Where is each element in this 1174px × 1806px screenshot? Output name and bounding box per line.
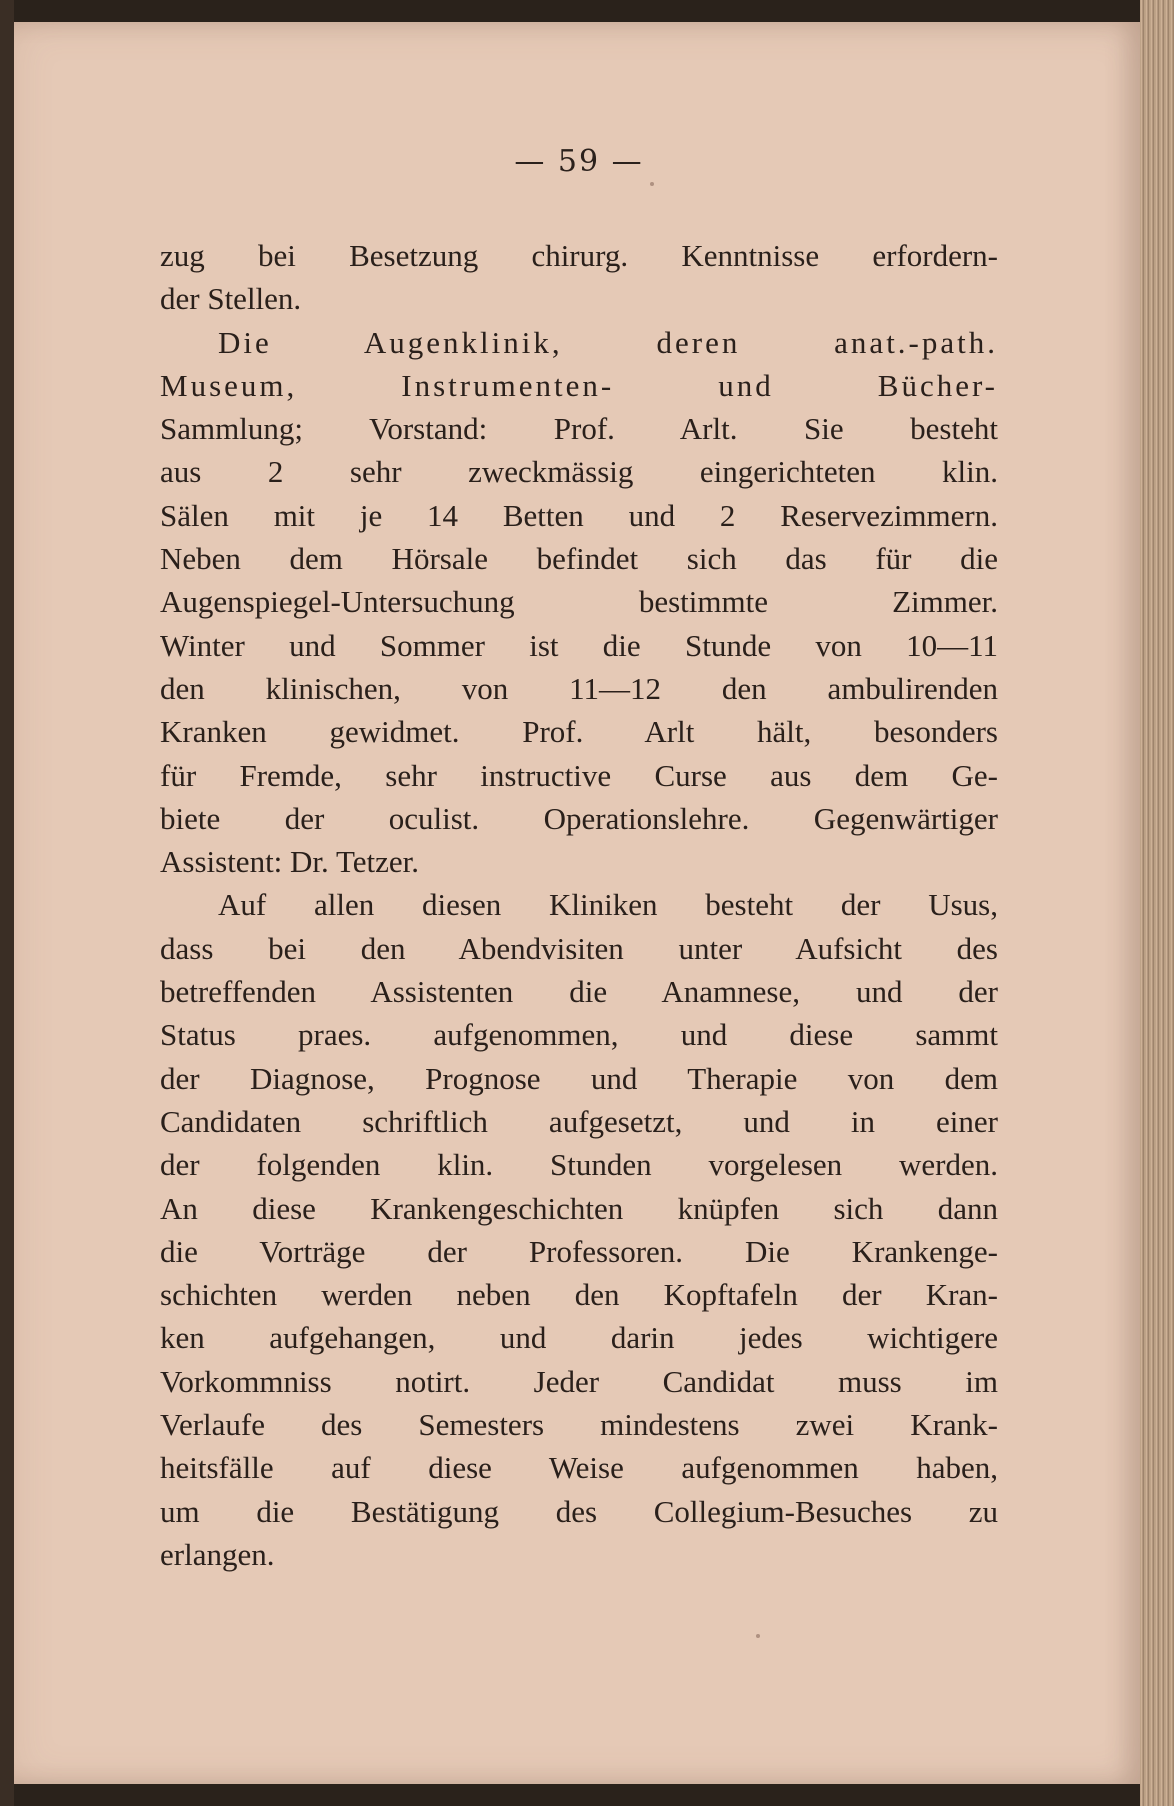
paper-speck (756, 1634, 760, 1638)
text-line: Verlaufe des Semesters mindestens zwei Krank- (160, 1407, 998, 1443)
text-line: aus 2 sehr zweckmässig eingerichteten klin. (160, 454, 998, 490)
text-line: Auf allen diesen Kliniken besteht der Usus, (218, 887, 998, 923)
text-line: Museum, Instrumenten- und Bücher- (160, 367, 998, 403)
text-line: der Diagnose, Prognose und Therapie von dem (160, 1060, 998, 1096)
text-line: ken aufgehangen, und darin jedes wichtigere (160, 1320, 998, 1356)
text-line: An diese Krankengeschichten knüpfen sich dann (160, 1190, 998, 1226)
page-number: — 59 — (514, 144, 644, 179)
text-line: Sälen mit je 14 Betten und 2 Reservezimmern. (160, 497, 998, 533)
text-line: Status praes. aufgenommen, und diese sammt (160, 1017, 998, 1053)
body-text (160, 234, 998, 1576)
text-line: Vorkommniss notirt. Jeder Candidat muss im (160, 1363, 998, 1399)
text-line: der Stellen. (160, 281, 302, 317)
paper-speck (650, 182, 654, 186)
text-line: um die Bestätigung des Collegium-Besuches zu (160, 1493, 998, 1529)
book-page (14, 22, 1144, 1784)
text-line: Winter und Sommer ist die Stunde von 10—11 (160, 627, 998, 663)
text-line: Augenspiegel-Untersuchung bestimmte Zimmer. (160, 584, 998, 620)
text-line: Sammlung; Vorstand: Prof. Arlt. Sie besteht (160, 411, 998, 447)
text-line: Kranken gewidmet. Prof. Arlt hält, besonders (160, 714, 998, 750)
text-line: schichten werden neben den Kopftafeln der Kran- (160, 1277, 998, 1313)
text-line: den klinischen, von 11—12 den ambulirenden (160, 670, 998, 706)
text-line: heitsfälle auf diese Weise aufgenommen haben, (160, 1450, 998, 1486)
text-line: betreffenden Assistenten die Anamnese, und der (160, 974, 998, 1010)
text-line: zug bei Besetzung chirurg. Kenntnisse erfordern- (160, 238, 998, 273)
text-line: für Fremde, sehr instructive Curse aus dem Ge- (160, 757, 998, 793)
right-page-edge (1140, 0, 1174, 1806)
text-line: Assistent: Dr. Tetzer. (160, 844, 420, 880)
text-line: die Vorträge der Professoren. Die Krankenge- (160, 1233, 998, 1269)
left-binding-edge (0, 0, 14, 1806)
text-line: der folgenden klin. Stunden vorgelesen werden. (160, 1147, 998, 1183)
text-line: erlangen. (160, 1536, 275, 1572)
text-line: dass bei den Abendvisiten unter Aufsicht des (160, 930, 998, 966)
text-line: Die Augenklinik, deren anat.-path. (218, 324, 998, 360)
text-line: Candidaten schriftlich aufgesetzt, und in einer (160, 1103, 998, 1139)
text-line: biete der oculist. Operationslehre. Gegenwärtiger (160, 800, 998, 836)
text-line: Neben dem Hörsale befindet sich das für die (160, 541, 998, 577)
